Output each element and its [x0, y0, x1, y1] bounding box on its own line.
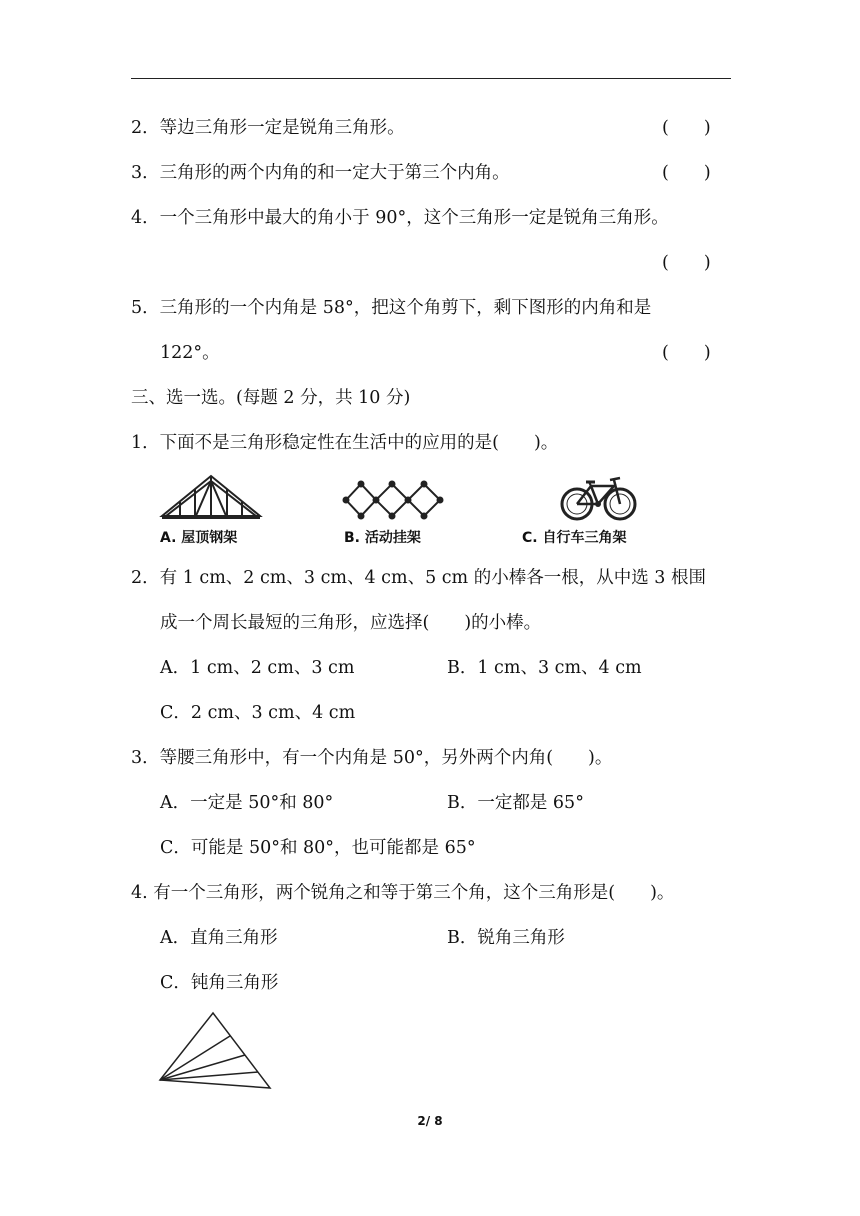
judge-q2-text: 2．等边三角形一定是锐角三角形。 [131, 118, 405, 138]
page-number: 2/ 8 [417, 1114, 443, 1128]
mc-q1-text: 1．下面不是三角形稳定性在生活中的应用的是( )。 [131, 433, 559, 453]
judge-q3-answer-blank[interactable]: ( ) [662, 163, 711, 183]
mc-q2-option-b[interactable]: B．1 cm、3 cm、4 cm [447, 658, 642, 678]
mc-q2-option-c[interactable]: C．2 cm、3 cm、4 cm [160, 703, 356, 723]
mc-q2-option-a[interactable]: A．1 cm、2 cm、3 cm [160, 658, 355, 678]
judge-q2-answer-blank[interactable]: ( ) [662, 118, 711, 138]
movable-hanger-image [344, 480, 444, 520]
judge-q5-line2: 122°。 [160, 343, 220, 363]
header-rule [131, 78, 731, 79]
mc-q4-option-c[interactable]: C．钝角三角形 [160, 973, 279, 993]
mc-q1-option-c[interactable]: C. 自行车三角架 [522, 530, 627, 546]
triangle-fan-figure [155, 1010, 275, 1092]
judge-q5-line1: 5．三角形的一个内角是 58°，把这个角剪下，剩下图形的内角和是 [131, 298, 652, 318]
mc-q2-line1: 2．有 1 cm、2 cm、3 cm、4 cm、5 cm 的小棒各一根，从中选 3 根围 [131, 568, 706, 588]
judge-q4-text: 4．一个三角形中最大的角小于 90°，这个三角形一定是锐角三角形。 [131, 208, 669, 228]
roof-truss-image [160, 472, 262, 522]
mc-q3-text: 3．等腰三角形中，有一个内角是 50°，另外两个内角( )。 [131, 748, 613, 768]
judge-q5-answer-blank[interactable]: ( ) [662, 343, 711, 363]
mc-q4-option-a[interactable]: A．直角三角形 [160, 928, 278, 948]
mc-q1-option-b[interactable]: B. 活动挂架 [344, 530, 421, 546]
mc-q3-option-b[interactable]: B．一定都是 65° [447, 793, 584, 813]
mc-q1-option-a[interactable]: A. 屋顶钢架 [160, 530, 238, 546]
judge-q3-text: 3．三角形的两个内角的和一定大于第三个内角。 [131, 163, 510, 183]
mc-q4-text: 4. 有一个三角形，两个锐角之和等于第三个角，这个三角形是( )。 [131, 883, 675, 903]
bicycle-image [560, 470, 638, 522]
judge-q4-answer-blank[interactable]: ( ) [662, 253, 711, 273]
mc-q3-option-c[interactable]: C．可能是 50°和 80°，也可能都是 65° [160, 838, 476, 858]
mc-q2-line2: 成一个周长最短的三角形，应选择( )的小棒。 [160, 613, 542, 633]
mc-q3-option-a[interactable]: A．一定是 50°和 80° [160, 793, 334, 813]
mc-q4-option-b[interactable]: B．锐角三角形 [447, 928, 565, 948]
section3-title: 三、选一选。(每题 2 分，共 10 分) [131, 388, 411, 408]
